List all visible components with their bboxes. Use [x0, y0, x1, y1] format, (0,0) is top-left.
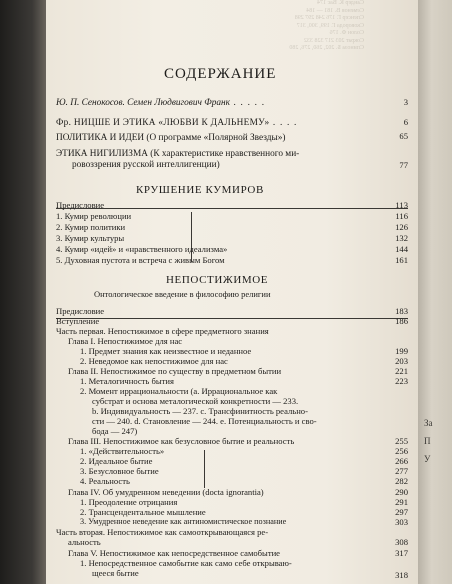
toc-page: 132 — [395, 233, 408, 243]
toc-row: Предисловие — [56, 200, 105, 210]
toc-page: 317 — [395, 548, 408, 558]
toc-page: 223 — [395, 376, 408, 386]
toc-row: щееся бытие — [92, 568, 139, 578]
facing-page-fragment: У — [424, 454, 431, 464]
section-title-incomprehensible: НЕПОСТИЖИМОЕ — [166, 274, 269, 286]
toc-entry-nietzsche: Фр. НИЦШЕ И ЭТИКА «ЛЮБВИ К ДАЛЬНЕМУ» . . . . — [56, 118, 298, 128]
toc-row: 1. Кумир революции — [56, 211, 132, 221]
toc-page: 291 — [395, 497, 408, 507]
toc-row: 2. Идеальное бытие — [80, 456, 153, 466]
toc-row: Глава III. Непостижимое как безусловное бытие и реальность — [68, 436, 295, 446]
toc-row: 1. Металогичность бытия — [80, 376, 174, 386]
toc-row: Предисловие — [56, 306, 105, 316]
leader-rule — [56, 318, 408, 319]
toc-page: 186 — [395, 316, 408, 326]
toc-row: 2. Кумир политики — [56, 222, 126, 232]
toc-page: 161 — [395, 255, 408, 265]
toc-row: 4. Реальность — [80, 476, 130, 486]
section-subtitle: Онтологическое введение в философию религии — [94, 289, 271, 299]
toc-page: 266 — [395, 456, 408, 466]
toc-row: 3. Кумир культуры — [56, 233, 125, 243]
toc-row: b. Индивидуальность — 237. c. Трансфинитность реально- — [92, 406, 308, 416]
toc-page: 113 — [395, 200, 408, 210]
toc-row: Часть первая. Непостижимое в сфере предметного знания — [56, 326, 269, 336]
toc-page: 144 — [395, 244, 408, 254]
toc-row: 2. Трансцендентальное мышление — [80, 507, 206, 517]
toc-row: 1. Преодоление отрицания — [80, 497, 178, 507]
toc-row: 2. Момент иррациональности (a. Иррациональное как — [80, 386, 278, 396]
toc-page: 297 — [395, 507, 408, 517]
toc-page: 318 — [395, 570, 408, 580]
toc-page-politics: 65 — [399, 131, 408, 141]
facing-page-edge — [418, 0, 452, 584]
toc-page: 203 — [395, 356, 408, 366]
toc-entry-nihilism: ЭТИКА НИГИЛИЗМА (К характеристике нравственного ми- — [56, 149, 300, 159]
toc-entry-politics: ПОЛИТИКА И ИДЕИ (О программе «Полярной Звезды») — [56, 133, 286, 143]
facing-page-fragment: П — [424, 436, 431, 446]
toc-row: Часть вторая. Непостижимое как самооткрывающаяся ре- — [56, 527, 269, 537]
toc-page: 256 — [395, 446, 408, 456]
toc-row: Глава I. Непостижимое для нас — [68, 336, 183, 346]
toc-row: 5. Духовная пустота и встреча с живым Богом — [56, 255, 225, 265]
bleed-through-text: Сандер К. Вас 174 Семенов В. 181 — 184 Спенсер Г. 176 248 297 298 Сковорода Г. 199, 300, 317 Солон Ф. 176 Сократ 203 217 328 332 Спиноза Б. 202, 260, 276, 280 — [289, 0, 364, 51]
toc-page-nietzsche: 6 — [403, 117, 408, 127]
toc-page: 221 — [395, 366, 408, 376]
toc-row: Глава II. Непостижимое по существу в предметном бытии — [68, 366, 282, 376]
contents-heading: СОДЕРЖАНИЕ — [164, 66, 277, 82]
toc-row: 1. Непосредственное самобытие как само себе открываю- — [80, 558, 292, 568]
book-spine-shadow — [0, 0, 46, 584]
toc-page: 199 — [395, 346, 408, 356]
toc-row: Глава IV. Об умудренном неведении (docta ignorantia) — [68, 487, 264, 497]
toc-page: 183 — [395, 306, 408, 316]
toc-page: 116 — [395, 211, 408, 221]
toc-entry-intro: Ю. П. Сенокосов. Семен Людвигович Франк . . . . . — [56, 98, 266, 108]
toc-row: сти — 240. d. Становление — 244. e. Потенциальность и сво- — [92, 416, 317, 426]
toc-row: 2. Неведомое как непостижимое для нас — [80, 356, 228, 366]
toc-page: 277 — [395, 466, 408, 476]
toc-row: альность — [68, 537, 101, 547]
toc-page: 126 — [395, 222, 408, 232]
toc-page-nihilism: 77 — [399, 160, 408, 170]
section-title-idols: КРУШЕНИЕ КУМИРОВ — [136, 184, 264, 196]
toc-row: Глава V. Непостижимое как непосредственное самобытие — [68, 548, 280, 558]
toc-page: 282 — [395, 476, 408, 486]
facing-page-fragment: За — [424, 418, 433, 428]
toc-page-intro: 3 — [403, 97, 408, 107]
toc-entry-nihilism-cont: ровоззрения русской интеллигенции) — [72, 160, 220, 170]
toc-page: 308 — [395, 537, 408, 547]
toc-row: 1. Предмет знания как неизвестное и неданное — [80, 346, 252, 356]
toc-page: 303 — [395, 517, 408, 527]
book-page — [46, 0, 418, 584]
toc-row: Вступление — [56, 316, 100, 326]
leader-rule — [204, 450, 205, 488]
toc-row: 4. Кумир «идей» и «нравственного идеализма» — [56, 244, 228, 254]
toc-row: 3. Умудренное неведение как антиномистическое познание — [80, 517, 287, 526]
toc-page: 290 — [395, 487, 408, 497]
toc-page: 255 — [395, 436, 408, 446]
leader-rule — [56, 208, 408, 209]
toc-row: субстрат и основа металогической конкретности — 233. — [92, 396, 299, 406]
toc-row: бода — 247) — [92, 426, 138, 436]
toc-row: 3. Безусловное бытие — [80, 466, 159, 476]
toc-row: 1. «Действительность» — [80, 446, 165, 456]
